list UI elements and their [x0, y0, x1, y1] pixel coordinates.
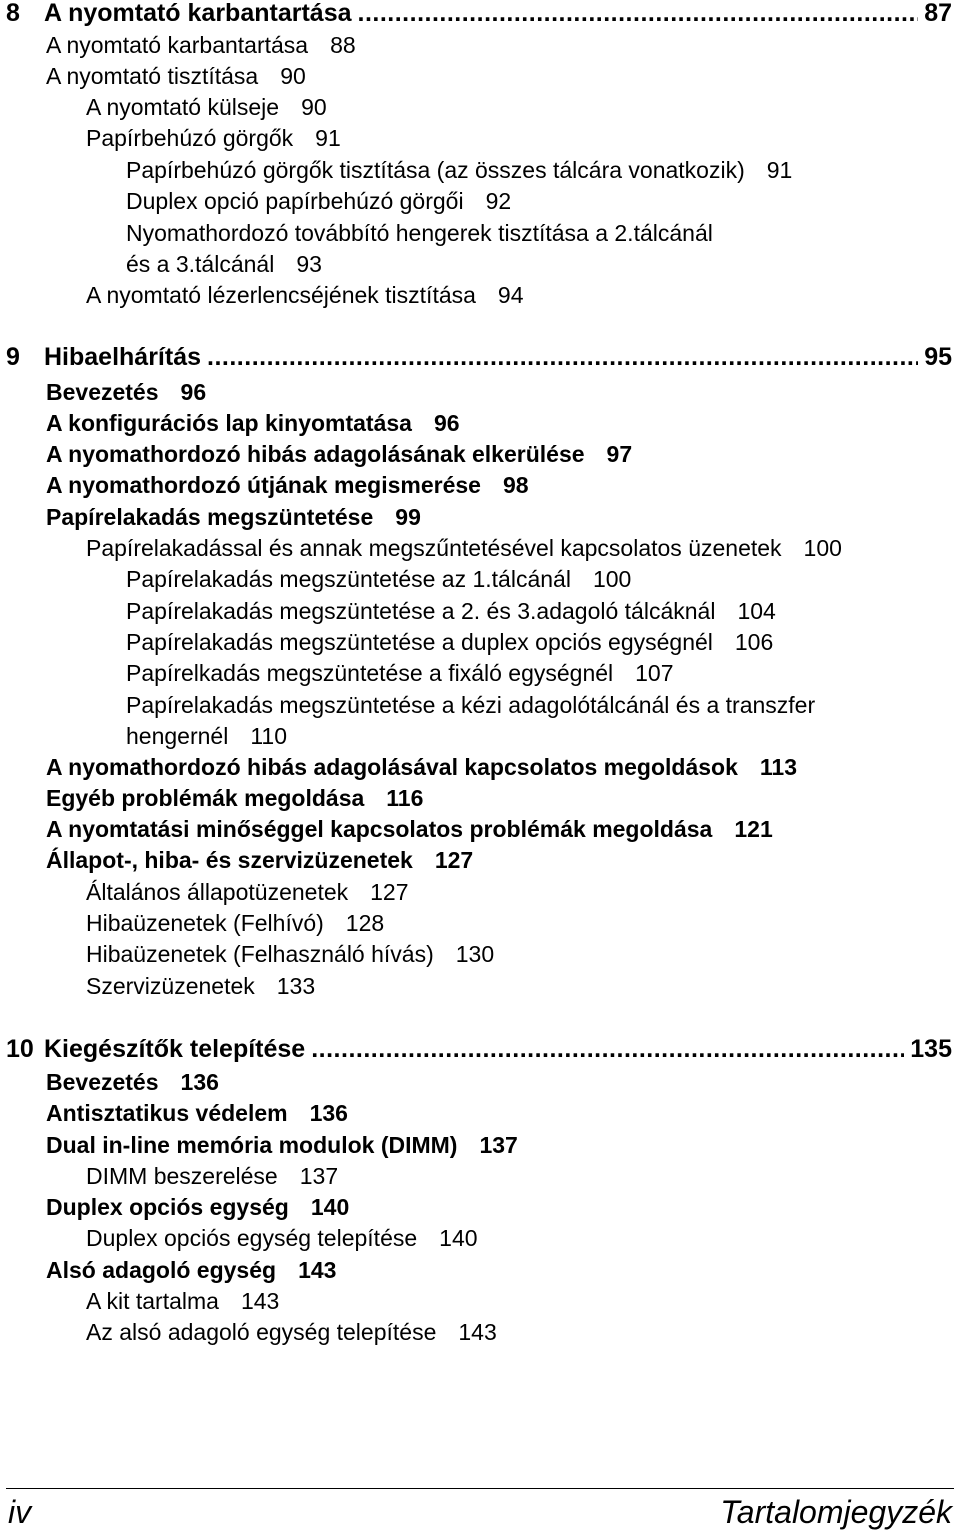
- entry-page: 136: [180, 1069, 219, 1095]
- toc-entry[interactable]: [46, 439, 960, 470]
- entry-text: Papírelakadással és annak megszűntetésével kapcsolatos üzenetek: [86, 535, 782, 561]
- toc-entry[interactable]: [46, 783, 960, 814]
- entry-page: 97: [606, 441, 633, 467]
- entry-text: Általános állapotüzenetek: [86, 879, 349, 905]
- toc-entry[interactable]: [46, 1130, 960, 1161]
- toc-entry[interactable]: [126, 564, 960, 595]
- entry-text: Alsó adagoló egység: [46, 1257, 277, 1283]
- entry-text: Bevezetés: [46, 1069, 159, 1095]
- toc-entry[interactable]: [126, 596, 960, 627]
- toc-entry[interactable]: [126, 658, 960, 689]
- entry-page: 143: [298, 1257, 337, 1283]
- entry-text: A nyomtató karbantartása: [46, 32, 309, 58]
- entry-text: Nyomathordozó továbbító hengerek tisztítása a 2.tálcánál: [126, 220, 713, 246]
- entry-text: Duplex opciós egység telepítése: [86, 1225, 418, 1251]
- toc-entry[interactable]: [126, 186, 960, 217]
- chapter-title: Kiegészítők telepítése: [44, 1035, 306, 1063]
- entry-page: 88: [330, 32, 356, 58]
- entry-text: Duplex opciós egység: [46, 1194, 289, 1220]
- chapter-heading[interactable]: [6, 0, 952, 29]
- entry-text: Papírelakadás megszüntetése: [46, 504, 374, 530]
- entry-page: 143: [240, 1288, 280, 1314]
- entry-page: 91: [766, 157, 793, 183]
- entry-text: A nyomtató tisztítása: [46, 63, 259, 89]
- entry-page: 106: [734, 629, 774, 655]
- footer-page-number: iv: [8, 1494, 32, 1530]
- entry-page: 143: [458, 1319, 497, 1345]
- chapter-number: 9: [6, 343, 20, 371]
- entry-page: 100: [592, 566, 632, 592]
- toc-entry[interactable]: [126, 627, 960, 658]
- chapter-number: 8: [6, 0, 20, 27]
- entry-text: Papírelkadás megszüntetése a fixáló egységnél: [126, 660, 614, 686]
- toc-entry[interactable]: [86, 939, 960, 970]
- entry-text: A nyomtató külseje: [86, 94, 280, 120]
- toc-entry[interactable]: [86, 280, 960, 311]
- toc-entry[interactable]: [86, 533, 960, 564]
- entry-text: A nyomathordozó hibás adagolásával kapcsolatos megoldások: [46, 754, 738, 780]
- footer-section-title: Tartalomjegyzék: [720, 1494, 952, 1530]
- toc-entry[interactable]: [86, 1161, 960, 1192]
- entry-text: Papírelakadás megszüntetése a duplex opciós egységnél: [126, 629, 713, 655]
- toc-entry-continuation[interactable]: [126, 249, 960, 280]
- dot-leader: [358, 0, 919, 29]
- toc-entry[interactable]: [86, 971, 960, 1002]
- entry-text: DIMM beszerelése: [86, 1163, 278, 1189]
- entry-page: 96: [433, 410, 460, 436]
- entry-text: Egyéb problémák megoldása: [46, 785, 365, 811]
- entry-page: 127: [434, 847, 474, 873]
- entry-text: és a 3.tálcánál: [126, 251, 275, 277]
- chapter-page: 87: [924, 0, 952, 27]
- toc-entry[interactable]: [46, 814, 960, 845]
- chapter-heading[interactable]: [6, 1034, 952, 1065]
- entry-text: Hibaüzenetek (Felhasználó hívás): [86, 941, 434, 967]
- entry-text: hengernél: [126, 723, 229, 749]
- chapter-title: A nyomtató karbantartása: [44, 0, 352, 27]
- entry-page: 121: [734, 816, 773, 842]
- toc-entry[interactable]: [46, 845, 960, 876]
- toc-entry[interactable]: [46, 1098, 960, 1129]
- toc-entry[interactable]: [86, 1286, 960, 1317]
- entry-text: Papírelakadás megszüntetése az 1.tálcánál: [126, 566, 571, 592]
- entry-page: 94: [497, 282, 524, 308]
- entry-text: Állapot-, hiba- és szervizüzenetek: [46, 847, 413, 873]
- chapter-title: Hibaelhárítás: [44, 343, 202, 371]
- entry-page: 116: [386, 785, 424, 811]
- entry-text: A nyomathordozó útjának megismerése: [46, 472, 481, 498]
- entry-text: Az alsó adagoló egység telepítése: [86, 1319, 437, 1345]
- entry-text: A nyomtatási minőséggel kapcsolatos problémák megoldása: [46, 816, 713, 842]
- entry-text: Papírelakadás megszüntetése a 2. és 3.adagoló tálcáknál: [126, 598, 716, 624]
- entry-page: 113: [759, 754, 797, 780]
- toc-entry[interactable]: [46, 470, 960, 501]
- chapter-number: 10: [6, 1035, 34, 1063]
- entry-page: 128: [345, 910, 385, 936]
- entry-page: 127: [370, 879, 409, 905]
- toc-entry[interactable]: [126, 690, 960, 721]
- toc-entry[interactable]: [126, 218, 960, 249]
- dot-leader: [207, 342, 918, 373]
- entry-text: Papírbehúzó görgők tisztítása (az összes tálcára vonatkozik): [126, 157, 745, 183]
- entry-text: Hibaüzenetek (Felhívó): [86, 910, 324, 936]
- toc-entry[interactable]: [46, 408, 960, 439]
- dot-leader: [311, 1034, 904, 1065]
- chapter-page: 95: [924, 343, 952, 371]
- entry-page: 93: [296, 251, 322, 277]
- toc-entry[interactable]: [86, 908, 960, 939]
- entry-text: Papírelakadás megszüntetése a kézi adagolótálcánál és a transzfer: [126, 692, 816, 718]
- toc-entry[interactable]: [46, 30, 960, 61]
- toc-entry[interactable]: [86, 1223, 960, 1254]
- entry-page: 96: [180, 379, 207, 405]
- entry-page: 107: [635, 660, 674, 686]
- chapter-heading[interactable]: [6, 342, 952, 373]
- entry-page: 130: [455, 941, 495, 967]
- entry-text: A nyomtató lézerlencséjének tisztítása: [86, 282, 476, 308]
- chapter-page: 135: [910, 1035, 952, 1063]
- entry-text: A konfigurációs lap kinyomtatása: [46, 410, 412, 436]
- toc-entry[interactable]: [126, 155, 960, 186]
- footer-divider: [6, 1488, 954, 1489]
- toc-entry[interactable]: [86, 92, 960, 123]
- entry-text: Duplex opció papírbehúzó görgői: [126, 188, 464, 214]
- entry-page: 99: [395, 504, 421, 530]
- toc-entry[interactable]: [46, 377, 960, 408]
- entry-text: A kit tartalma: [86, 1288, 219, 1314]
- entry-page: 137: [299, 1163, 339, 1189]
- entry-page: 140: [310, 1194, 350, 1220]
- toc-entry-continuation[interactable]: [126, 721, 960, 752]
- entry-text: Papírbehúzó görgők: [86, 125, 294, 151]
- entry-text: Dual in-line memória modulok (DIMM): [46, 1132, 458, 1158]
- entry-page: 136: [309, 1100, 348, 1126]
- toc-entry[interactable]: [46, 752, 960, 783]
- entry-text: Szervizüzenetek: [86, 973, 255, 999]
- entry-text: Antisztatikus védelem: [46, 1100, 288, 1126]
- entry-page: 90: [301, 94, 327, 120]
- entry-page: 110: [250, 723, 287, 749]
- entry-page: 91: [315, 125, 341, 151]
- entry-page: 137: [479, 1132, 518, 1158]
- entry-page: 133: [276, 973, 316, 999]
- toc-entry[interactable]: [86, 123, 960, 154]
- entry-page: 140: [439, 1225, 478, 1251]
- entry-page: 90: [280, 63, 306, 89]
- toc-entry[interactable]: [46, 502, 960, 533]
- toc-entry[interactable]: [46, 61, 960, 92]
- entry-text: Bevezetés: [46, 379, 159, 405]
- entry-page: 100: [803, 535, 842, 561]
- toc-entry[interactable]: [46, 1255, 960, 1286]
- toc-entry[interactable]: [86, 877, 960, 908]
- entry-page: 104: [737, 598, 776, 624]
- toc-entry[interactable]: [46, 1067, 960, 1098]
- toc-entry[interactable]: [46, 1192, 960, 1223]
- toc-entry[interactable]: [86, 1317, 960, 1348]
- entry-page: 92: [485, 188, 512, 214]
- entry-page: 98: [502, 472, 529, 498]
- entry-text: A nyomathordozó hibás adagolásának elkerülése: [46, 441, 585, 467]
